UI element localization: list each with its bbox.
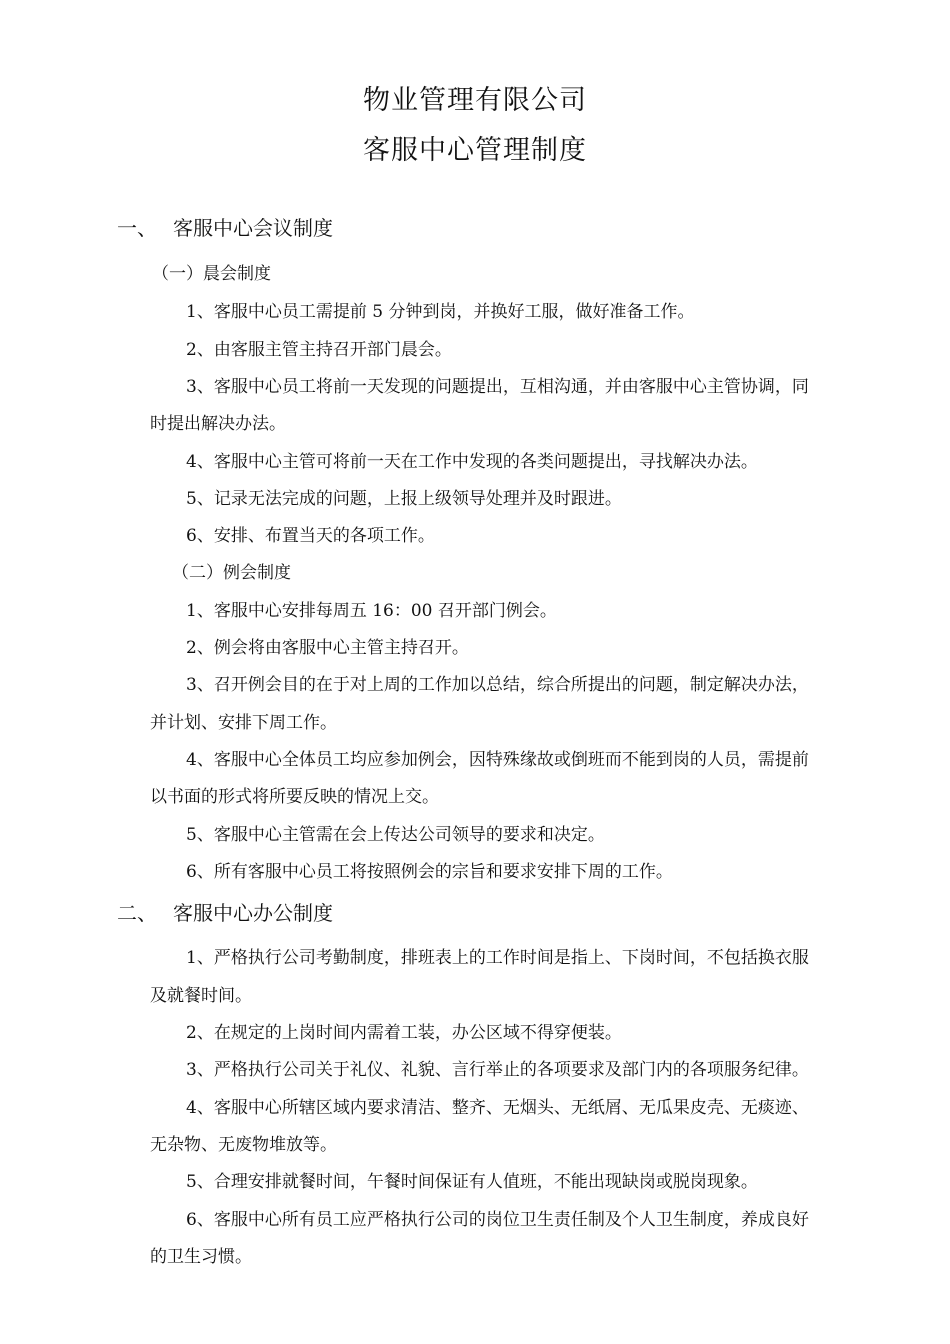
paragraph-line: 6、安排、布置当天的各项工作。 [186, 526, 435, 546]
paragraph-line: 6、所有客服中心员工将按照例会的宗旨和要求安排下周的工作。 [186, 862, 673, 882]
document-title-regulation: 客服中心管理制度 [363, 135, 587, 166]
paragraph-line: 4、客服中心主管可将前一天在工作中发现的各类问题提出，寻找解决办法。 [186, 452, 758, 472]
paragraph-line: 2、在规定的上岗时间内需着工装，办公区域不得穿便装。 [186, 1023, 622, 1043]
paragraph-line: 5、合理安排就餐时间，午餐时间保证有人值班，不能出现缺岗或脱岗现象。 [186, 1172, 758, 1192]
section-heading-text: 客服中心办公制度 [173, 901, 333, 925]
paragraph-line: 2、例会将由客服中心主管主持召开。 [186, 638, 469, 658]
section-number: 一、 [117, 216, 157, 240]
paragraph-line: 2、由客服主管主持召开部门晨会。 [186, 340, 452, 360]
paragraph-line: 1、客服中心员工需提前 5 分钟到岗，并换好工服，做好准备工作。 [186, 302, 695, 322]
document-title-company: 物业管理有限公司 [363, 85, 587, 116]
paragraph-line: 5、客服中心主管需在会上传达公司领导的要求和决定。 [186, 825, 605, 845]
section-heading [117, 214, 333, 242]
section-heading-text: 客服中心会议制度 [173, 216, 333, 240]
paragraph-line: 并计划、安排下周工作。 [150, 713, 337, 733]
paragraph-line: 以书面的形式将所要反映的情况上交。 [150, 787, 439, 807]
paragraph-line: 5、记录无法完成的问题，上报上级领导处理并及时跟进。 [186, 489, 622, 509]
paragraph-line: 6、客服中心所有员工应严格执行公司的岗位卫生责任制及个人卫生制度，养成良好 [186, 1210, 809, 1230]
paragraph-line: 时提出解决办法。 [150, 414, 286, 434]
paragraph-line: 3、严格执行公司关于礼仪、礼貌、言行举止的各项要求及部门内的各项服务纪律。 [186, 1060, 809, 1080]
paragraph-line: 及就餐时间。 [150, 986, 252, 1006]
paragraph-line: 1、严格执行公司考勤制度，排班表上的工作时间是指上、下岗时间，不包括换衣服 [186, 948, 809, 968]
section-heading [117, 899, 333, 927]
paragraph-line: 3、客服中心员工将前一天发现的问题提出，互相沟通，并由客服中心主管协调，同 [186, 377, 809, 397]
subsection-label: （二）例会制度 [172, 563, 291, 583]
section-number: 二、 [117, 901, 157, 925]
paragraph-line: 4、客服中心全体员工均应参加例会，因特殊缘故或倒班而不能到岗的人员，需提前 [186, 750, 809, 770]
paragraph-line: 的卫生习惯。 [150, 1247, 252, 1267]
paragraph-line: 4、客服中心所辖区域内要求清洁、整齐、无烟头、无纸屑、无瓜果皮壳、无痰迹、 [186, 1098, 809, 1118]
paragraph-line: 3、召开例会目的在于对上周的工作加以总结，综合所提出的问题，制定解决办法， [186, 675, 809, 695]
paragraph-line: 1、客服中心安排每周五 16：00 召开部门例会。 [186, 601, 557, 621]
subsection-label: （一）晨会制度 [152, 264, 271, 284]
paragraph-line: 无杂物、无废物堆放等。 [150, 1135, 337, 1155]
